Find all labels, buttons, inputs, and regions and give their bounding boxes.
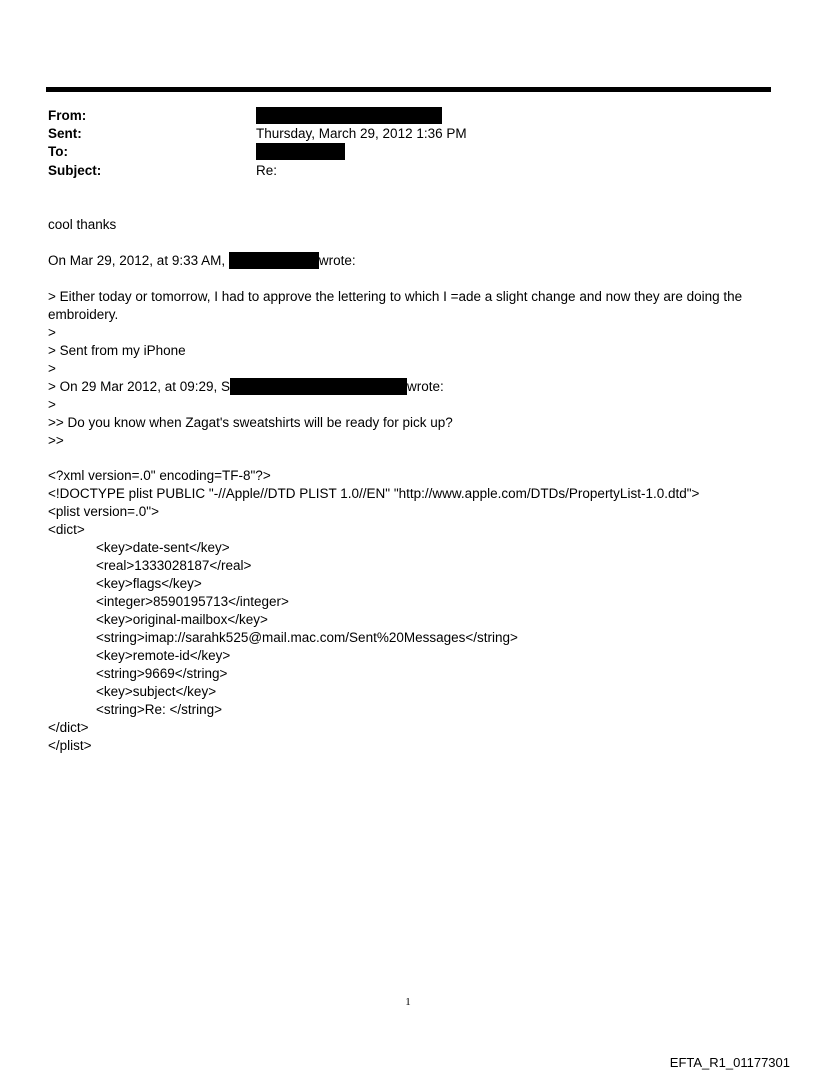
page-number: 1 <box>405 996 411 1008</box>
sent-value: Thursday, March 29, 2012 1:36 PM <box>256 126 467 141</box>
from-label: From: <box>48 108 87 123</box>
plist-xml-decl: <?xml version=.0" encoding=TF-8"?> <box>48 468 271 483</box>
sent-label: Sent: <box>48 126 82 141</box>
to-label: To: <box>48 144 68 159</box>
plist-close: </plist> <box>48 738 92 753</box>
quote-intro-prefix: On Mar 29, 2012, at 9:33 AM, <box>48 253 226 268</box>
plist-entry: <string>Re: </string> <box>96 702 223 717</box>
quote-intro-suffix: wrote: <box>318 253 356 268</box>
plist-entry: <key>date-sent</key> <box>96 540 230 555</box>
plist-entry: <string>imap://sarahk525@mail.mac.com/Sent%20Messages</string> <box>96 630 518 645</box>
plist-entry: <real>1333028187</real> <box>96 558 252 573</box>
inner-intro <box>48 378 444 396</box>
quote-gt-1: > <box>48 325 56 340</box>
quote-line-1: > Either today or tomorrow, I had to approve the lettering to which I =ade a slight change and now they are doing the <box>48 289 743 304</box>
quote-author-redaction <box>229 252 319 269</box>
inner-author-redaction <box>230 378 407 395</box>
subject-label: Subject: <box>48 163 102 178</box>
plist-entry: <key>flags</key> <box>96 576 202 591</box>
inner-intro-suffix: wrote: <box>407 379 444 394</box>
reply-text: cool thanks <box>48 217 117 232</box>
plist-entry: <key>subject</key> <box>96 684 217 699</box>
plist-entry: <key>remote-id</key> <box>96 648 231 663</box>
plist-doctype: <!DOCTYPE plist PUBLIC "-//Apple//DTD PLIST 1.0//EN" "http://www.apple.com/DTDs/PropertyList-1.0.dtd"> <box>48 486 700 501</box>
plist-entry: <key>original-mailbox</key> <box>96 612 268 627</box>
from-redaction <box>256 107 442 125</box>
plist-open: <plist version=.0"> <box>48 504 159 519</box>
to-redaction <box>256 143 345 161</box>
quote-gt-4: >> <box>48 433 64 448</box>
quote-gt-2: > <box>48 361 56 376</box>
dict-open: <dict> <box>48 522 85 537</box>
inner-intro-prefix: > On 29 Mar 2012, at 09:29, S <box>48 379 230 394</box>
subject-value: Re: <box>256 163 278 178</box>
sent-from-line: > Sent from my iPhone <box>48 343 186 358</box>
header-rule <box>46 87 771 92</box>
plist-entry: <string>9669</string> <box>96 666 228 681</box>
inner-question: >> Do you know when Zagat's sweatshirts will be ready for pick up? <box>48 415 453 430</box>
quote-intro <box>48 252 356 270</box>
plist-entry: <integer>8590195713</integer> <box>96 594 289 609</box>
quote-gt-3: > <box>48 397 56 412</box>
dict-close: </dict> <box>48 720 89 735</box>
quote-line-2: embroidery. <box>48 307 119 322</box>
document-id: EFTA_R1_01177301 <box>669 1055 790 1070</box>
